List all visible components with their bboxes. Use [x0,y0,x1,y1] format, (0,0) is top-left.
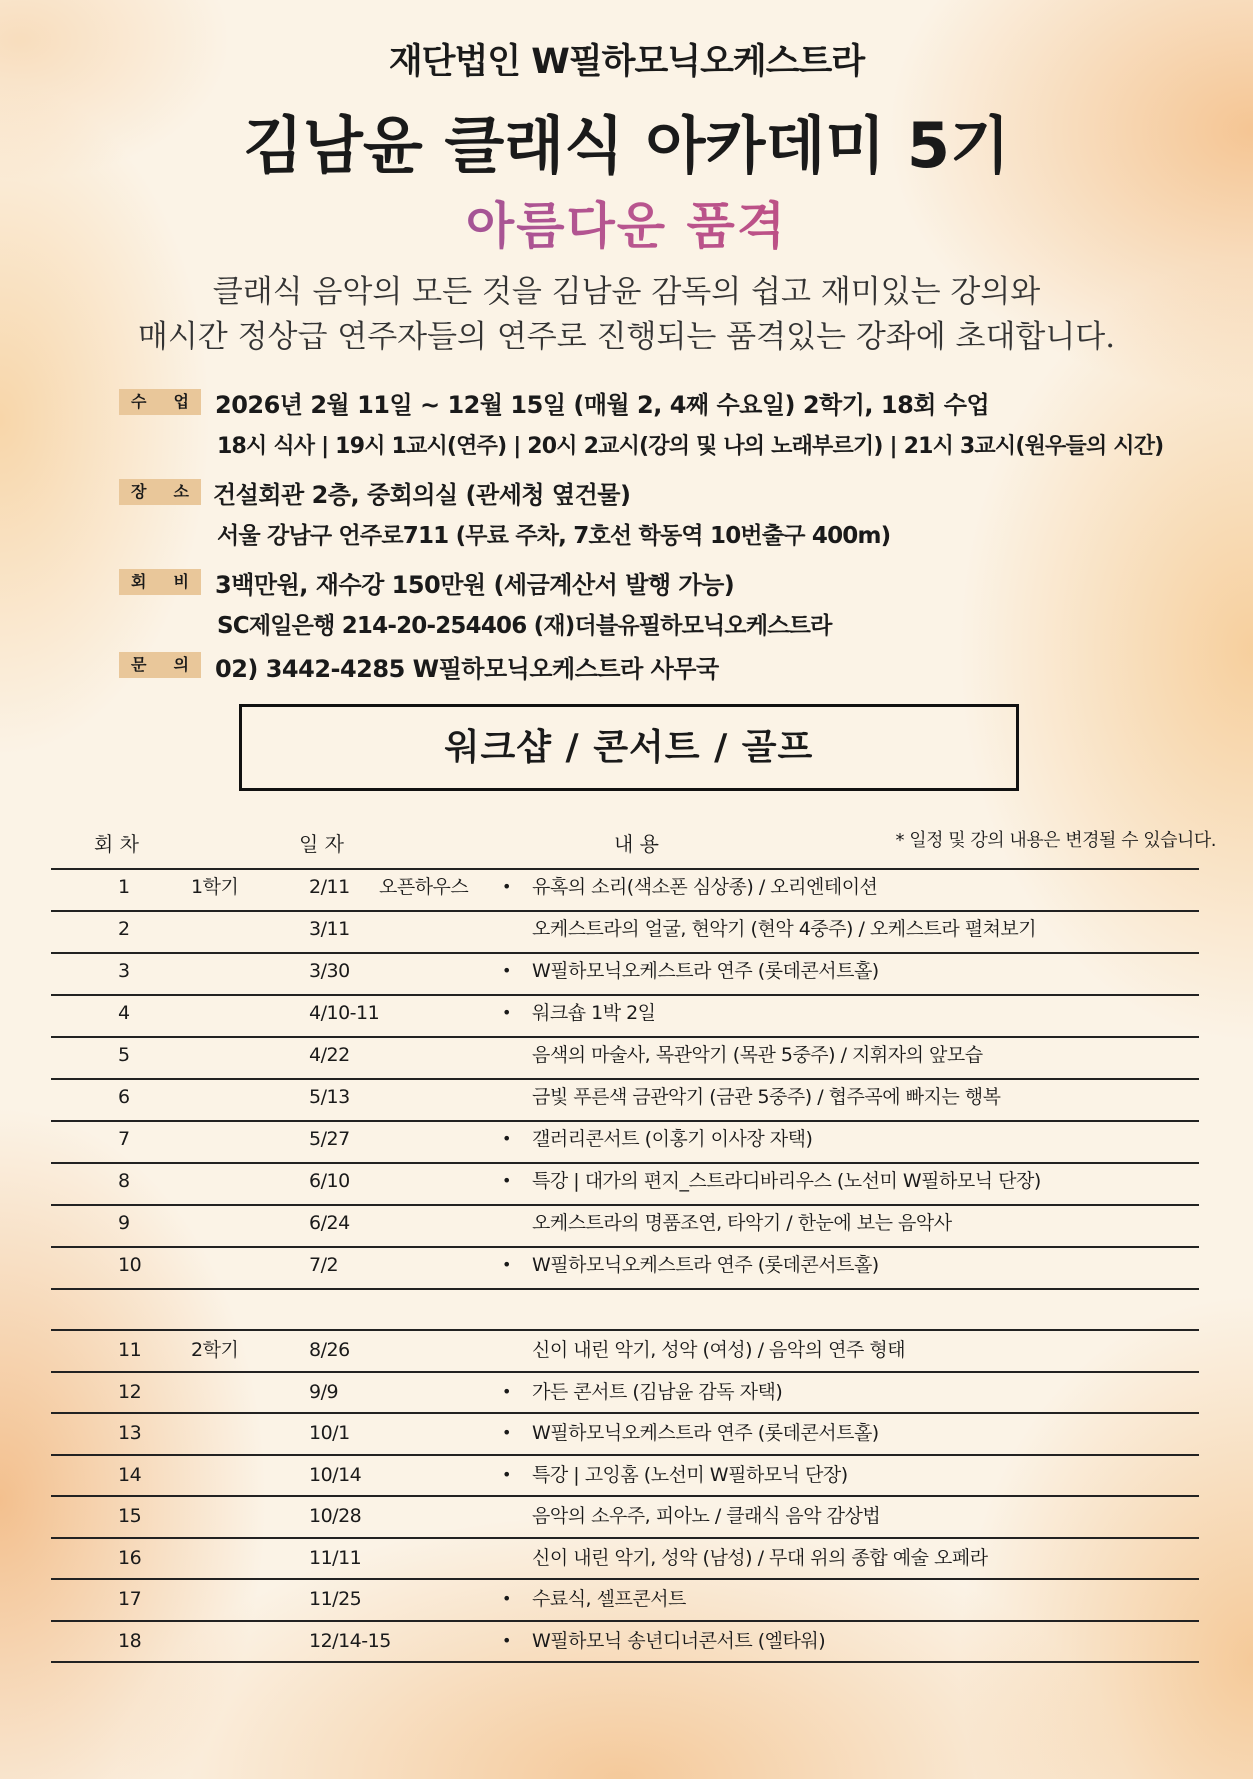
table-row [0,1034,1253,1076]
info-label: 수 업 [119,389,201,415]
bullet-icon: • [502,1589,511,1608]
row-content: 신이 내린 악기, 성악 (남성) / 무대 위의 종합 예술 오페라 [532,1546,988,1569]
row-content: 갤러리콘서트 (이홍기 이사장 자택) [532,1128,813,1150]
row-number: 9 [118,1212,130,1234]
bullet-icon: • [502,1171,511,1190]
row-date: 5/27 [309,1128,350,1150]
info-sub-text: 서울 강남구 언주로711 (무료 주차, 7호선 학동역 10번출구 400m) [217,523,891,549]
table-row [0,1118,1253,1160]
row-content: 가든 콘서트 (김남윤 감독 자택) [532,1380,783,1403]
table-row [0,1244,1253,1286]
row-semester: 2학기 [191,1339,239,1361]
row-date: 6/24 [309,1212,350,1234]
row-date: 11/25 [309,1588,362,1610]
table-row [0,950,1253,992]
row-content: 오케스트라의 얼굴, 현악기 (현악 4중주) / 오케스트라 펼쳐보기 [532,918,1037,940]
row-content: 유혹의 소리(색소폰 심상종) / 오리엔테이션 [532,876,878,898]
table-row [0,866,1253,908]
row-number: 5 [118,1044,130,1066]
schedule-note: * 일정 및 강의 내용은 변경될 수 있습니다. [895,830,1216,851]
row-number: 16 [118,1546,142,1569]
row-number: 7 [118,1128,130,1150]
row-date: 11/11 [309,1546,362,1569]
info-label: 문 의 [119,652,201,678]
bullet-icon: • [502,877,511,896]
row-date: 10/14 [309,1463,362,1486]
row-date: 10/28 [309,1505,362,1527]
row-content: W필하모닉오케스트라 연주 (롯데콘서트홀) [532,1254,879,1276]
row-content: 금빛 푸른색 금관악기 (금관 5중주) / 협주곡에 빠지는 행복 [532,1086,1001,1108]
bullet-icon: • [502,1003,511,1022]
bullet-icon: • [502,1464,511,1484]
bullet-icon: • [502,1255,511,1274]
page-subtitle: 아름다운 품격 [0,186,1253,258]
row-number: 11 [118,1339,142,1361]
page-title: 김남윤 클래식 아카데미 5기 [243,109,1010,182]
row-date: 8/26 [309,1339,350,1361]
bullet-icon: • [502,1423,511,1442]
row-content: W필하모닉오케스트라 연주 (롯데콘서트홀) [532,960,879,982]
row-date: 5/13 [309,1086,350,1108]
header-content: 내 용 [614,832,659,856]
row-date: 3/30 [309,960,350,982]
row-tag: 오픈하우스 [379,876,469,898]
table-row [0,1412,1253,1454]
row-number: 4 [118,1002,130,1024]
table-row [0,1454,1253,1496]
row-content: 오케스트라의 명품조연, 타악기 / 한눈에 보는 음악사 [532,1212,952,1234]
header-date: 일 자 [299,832,344,856]
row-number: 15 [118,1505,142,1527]
row-content: 특강 | 고잉홈 (노선미 W필하모닉 단장) [532,1463,848,1486]
info-main-text: 2026년 2월 11일 ~ 12월 15일 (매월 2, 4째 수요일) 2학기, 18회 수업 [215,391,990,419]
row-date: 4/22 [309,1044,350,1066]
table-row [0,1495,1253,1537]
header-no: 회 차 [94,832,139,856]
row-number: 2 [118,918,130,940]
row-number: 10 [118,1254,142,1276]
row-content: W필하모닉오케스트라 연주 (롯데콘서트홀) [532,1422,879,1444]
row-number: 17 [118,1588,142,1610]
row-number: 14 [118,1463,142,1486]
row-content: 특강 | 대가의 편지_스트라디바리우스 (노선미 W필하모닉 단장) [532,1170,1041,1192]
row-semester: 1학기 [191,876,239,898]
intro-line-2: 매시간 정상급 연주자들의 연주로 진행되는 품격있는 강좌에 초대합니다. [137,319,1116,355]
row-content: 수료식, 셀프콘서트 [532,1588,686,1610]
row-date: 4/10-11 [309,1002,380,1024]
row-content: 신이 내린 악기, 성악 (여성) / 음악의 연주 형태 [532,1339,906,1361]
bullet-icon: • [502,1381,511,1401]
info-main-text: 3백만원, 재수강 150만원 (세금계산서 발행 가능) [215,571,735,599]
row-number: 8 [118,1170,130,1192]
info-main-text: 02) 3442-4285 W필하모닉오케스트라 사무국 [215,655,719,683]
info-sub-text: 18시 식사 | 19시 1교시(연주) | 20시 2교시(강의 및 나의 노래부르기) | 21시 3교시(원우들의 시간) [217,434,1164,459]
row-content: 음악의 소우주, 피아노 / 클래식 음악 감상법 [532,1505,881,1527]
table-row [0,1160,1253,1202]
table-rule [51,1288,1199,1290]
row-date: 7/2 [309,1254,339,1276]
table-row [0,1371,1253,1413]
row-content: 음색의 마술사, 목관악기 (목관 5중주) / 지휘자의 앞모습 [532,1044,983,1066]
bullet-icon: • [502,1630,511,1650]
info-label: 장 소 [119,479,201,505]
row-date: 3/11 [309,918,350,940]
row-number: 3 [118,960,130,982]
intro-line-1: 클래식 음악의 모든 것을 김남윤 감독의 쉽고 재미있는 강의와 [212,274,1041,310]
info-main-text: 건설회관 2층, 중회의실 (관세청 옆건물) [213,481,631,509]
row-number: 12 [118,1380,142,1403]
table-row [0,1202,1253,1244]
table-row [0,1329,1253,1371]
bullet-icon: • [502,961,511,980]
organization-name: 재단법인 W필하모닉오케스트라 [388,42,865,82]
section-title: 워크샵 / 콘서트 / 골프 [239,704,1019,791]
row-date: 6/10 [309,1170,350,1192]
table-row [0,1076,1253,1118]
row-number: 18 [118,1629,142,1652]
row-content: W필하모닉 송년디너콘서트 (엘타워) [532,1629,826,1652]
info-label: 회 비 [119,569,201,595]
row-number: 6 [118,1086,130,1108]
table-row [0,1537,1253,1579]
info-sub-text: SC제일은행 214-20-254406 (재)더블유필하모닉오케스트라 [217,613,832,639]
row-date: 10/1 [309,1422,350,1444]
row-date: 2/11 [309,876,350,898]
row-date: 9/9 [309,1380,339,1403]
row-number: 1 [118,876,130,898]
row-number: 13 [118,1422,142,1444]
table-row [0,1578,1253,1620]
table-row [0,1620,1253,1662]
row-date: 12/14-15 [309,1629,391,1652]
table-row [0,992,1253,1034]
table-row [0,908,1253,950]
row-content: 워크숍 1박 2일 [532,1002,656,1024]
bullet-icon: • [502,1129,511,1148]
